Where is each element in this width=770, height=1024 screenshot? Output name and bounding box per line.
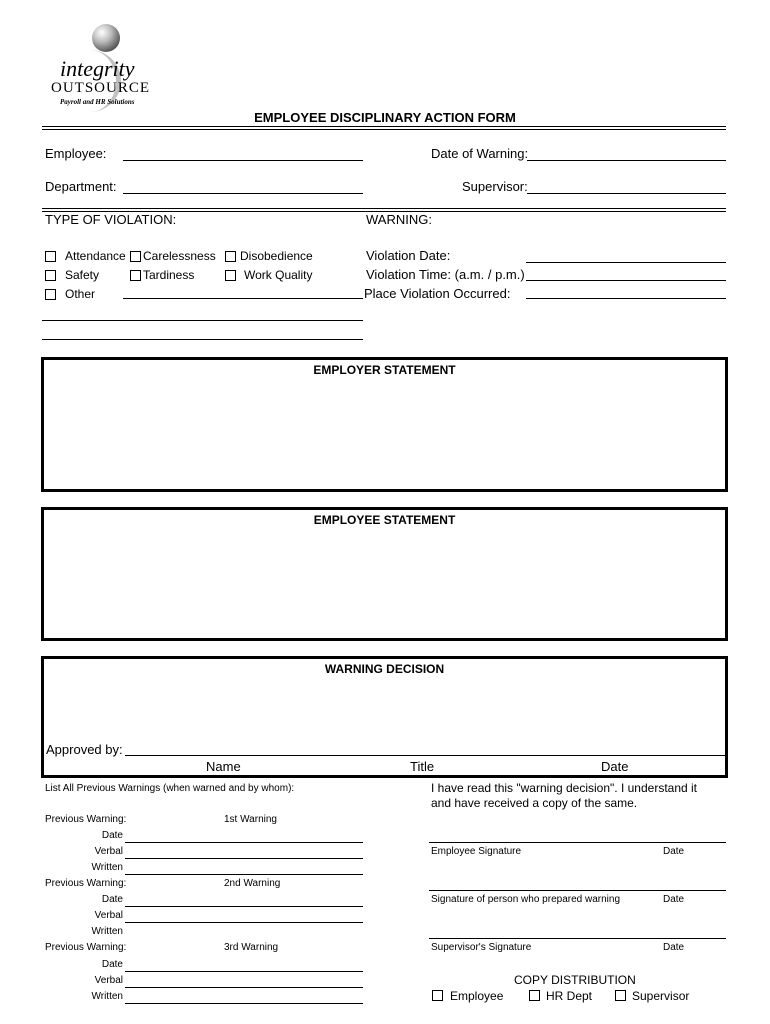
prev-1-written-label: Written <box>91 862 123 873</box>
title-rule <box>42 126 726 130</box>
carelessness-checkbox[interactable] <box>130 251 141 262</box>
violation-time-field[interactable] <box>526 280 726 281</box>
supervisor-label: Supervisor: <box>462 179 528 194</box>
prev-1-verbal-field[interactable] <box>125 858 363 859</box>
attendance-checkbox[interactable] <box>45 251 56 262</box>
employee-signature-field[interactable] <box>429 842 726 843</box>
acknowledgment-line-1: I have read this "warning decision". I understand it <box>431 781 698 795</box>
work-quality-label: Work Quality <box>244 268 313 282</box>
place-field[interactable] <box>526 298 726 299</box>
prev-1-verbal-label: Verbal <box>94 846 123 857</box>
date-of-warning-field[interactable] <box>527 160 726 161</box>
safety-label: Safety <box>65 268 100 282</box>
violation-date-field[interactable] <box>526 262 726 263</box>
copy-distribution-heading: COPY DISTRIBUTION <box>514 973 636 987</box>
logo-text-integrity: integrity <box>60 56 135 81</box>
prev-1-written-field[interactable] <box>125 874 363 875</box>
other-checkbox[interactable] <box>45 289 56 300</box>
copy-employee-label: Employee <box>450 989 504 1003</box>
date-of-warning-label: Date of Warning: <box>431 146 529 161</box>
employee-label: Employee: <box>45 146 107 161</box>
safety-checkbox[interactable] <box>45 270 56 281</box>
logo-text-outsource: OUTSOURCE <box>51 80 151 96</box>
violation-time-label: Violation Time: (a.m. / p.m.) <box>366 267 525 282</box>
prev-3-date-field[interactable] <box>125 971 363 972</box>
prev-3-written-field[interactable] <box>125 1003 363 1004</box>
preparer-signature-label: Signature of person who prepared warning <box>431 894 621 905</box>
other-extra-line-1[interactable] <box>42 320 363 321</box>
supervisor-signature-date-label: Date <box>663 942 685 953</box>
place-label: Place Violation Occurred: <box>364 286 511 301</box>
prev-2-verbal-field[interactable] <box>125 922 363 923</box>
copy-supervisor-checkbox[interactable] <box>615 990 626 1001</box>
logo-tagline: Payroll and HR Solutions <box>60 98 135 106</box>
previous-warning-3-label: Previous Warning: <box>45 942 127 953</box>
prev-1-date-label: Date <box>101 830 123 841</box>
tardiness-checkbox[interactable] <box>130 270 141 281</box>
other-extra-line-2[interactable] <box>42 339 363 340</box>
employee-field[interactable] <box>123 160 363 161</box>
previous-warning-1-label: Previous Warning: <box>45 814 127 825</box>
previous-warning-2-label: Previous Warning: <box>45 878 127 889</box>
approved-by-label: Approved by: <box>46 742 123 757</box>
prev-2-written-label: Written <box>91 926 123 937</box>
preparer-signature-date-label: Date <box>663 894 685 905</box>
previous-warnings-instructions: List All Previous Warnings (when warned and by whom): <box>45 783 295 794</box>
work-quality-checkbox[interactable] <box>225 270 236 281</box>
acknowledgment-line-2: and have received a copy of the same. <box>431 796 638 810</box>
prev-2-date-field[interactable] <box>125 906 363 907</box>
employer-statement-heading: EMPLOYER STATEMENT <box>313 363 456 377</box>
prev-1-date-field[interactable] <box>125 842 363 843</box>
other-field[interactable] <box>123 298 363 299</box>
prev-2-verbal-label: Verbal <box>94 910 123 921</box>
copy-hr-checkbox[interactable] <box>529 990 540 1001</box>
employee-signature-date-label: Date <box>663 846 685 857</box>
copy-supervisor-label: Supervisor <box>632 989 690 1003</box>
approved-by-field[interactable] <box>125 755 725 756</box>
disobedience-checkbox[interactable] <box>225 251 236 262</box>
violation-date-label: Violation Date: <box>366 248 451 263</box>
employee-statement-box[interactable] <box>41 507 728 641</box>
copy-employee-checkbox[interactable] <box>432 990 443 1001</box>
prev-2-date-label: Date <box>101 894 123 905</box>
previous-warning-2-title: 2nd Warning <box>224 878 281 889</box>
warning-decision-heading: WARNING DECISION <box>324 662 445 676</box>
previous-warning-3-title: 3rd Warning <box>224 942 279 953</box>
supervisor-signature-label: Supervisor's Signature <box>431 942 532 953</box>
supervisor-signature-field[interactable] <box>429 938 726 939</box>
warning-decision-box[interactable] <box>41 656 728 778</box>
copy-hr-label: HR Dept <box>546 989 593 1003</box>
violation-heading: TYPE OF VIOLATION: <box>45 212 177 227</box>
warning-heading: WARNING: <box>366 212 432 227</box>
employer-statement-box[interactable] <box>41 357 728 492</box>
preparer-signature-field[interactable] <box>429 890 726 891</box>
approval-date-label: Date <box>601 759 629 774</box>
approval-title-label: Title <box>410 759 435 774</box>
form-title: EMPLOYEE DISCIPLINARY ACTION FORM <box>254 110 516 125</box>
supervisor-field[interactable] <box>527 193 726 194</box>
prev-3-date-label: Date <box>101 959 123 970</box>
department-field[interactable] <box>123 193 363 194</box>
prev-3-verbal-field[interactable] <box>125 987 363 988</box>
tardiness-label: Tardiness <box>143 268 195 282</box>
previous-warning-1-title: 1st Warning <box>224 814 277 825</box>
department-label: Department: <box>45 179 117 194</box>
logo-sphere <box>92 24 120 52</box>
employee-signature-label: Employee Signature <box>431 846 522 857</box>
employee-statement-heading: EMPLOYEE STATEMENT <box>313 513 456 527</box>
other-label: Other <box>65 287 96 301</box>
approval-name-label: Name <box>206 759 241 774</box>
carelessness-label: Carelessness <box>143 249 216 263</box>
prev-3-written-label: Written <box>91 991 123 1002</box>
prev-3-verbal-label: Verbal <box>94 975 123 986</box>
attendance-label: Attendance <box>65 249 126 263</box>
disobedience-label: Disobedience <box>240 249 313 263</box>
